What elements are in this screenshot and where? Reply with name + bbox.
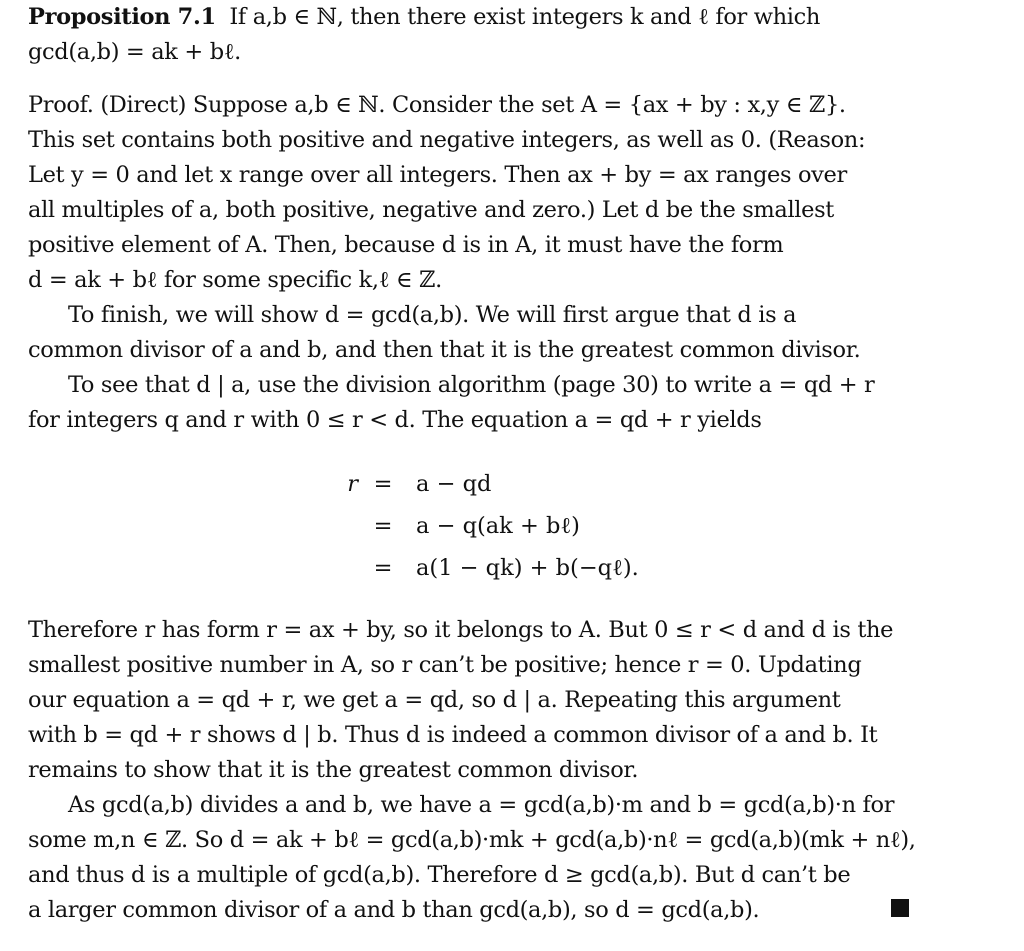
proposition-line-2: gcd(a,b) = ak + bℓ. (28, 39, 241, 65)
proposition-statement-1: If a,b ∈ ℕ, then there exist integers k and ℓ for which (215, 4, 821, 30)
equation-equals-1: = (373, 471, 393, 497)
proof-after-line-1: Therefore r has form r = ax + by, so it belongs to A. But 0 ≤ r < d and d is the (28, 617, 894, 643)
proof-line-6: d = ak + bℓ for some specific k,ℓ ∈ ℤ. (28, 267, 442, 293)
proof-after-line-3: our equation a = qd + r, we get a = qd, so d | a. Repeating this argument (28, 687, 841, 713)
equation-row-1: a − qd (416, 471, 492, 497)
proof-line-2: This set contains both positive and negative integers, as well as 0. (Reason: (28, 127, 866, 153)
equation-row-3: a(1 − qk) + b(−qℓ). (416, 555, 639, 581)
equation-equals-3: = (373, 555, 393, 581)
qed-square-icon (891, 899, 909, 917)
equation-row-2: a − q(ak + bℓ) (416, 513, 580, 539)
proof-after-line-9: a larger common divisor of a and b than gcd(a,b), so d = gcd(a,b). (28, 897, 760, 923)
equation-lhs: r (347, 471, 358, 497)
proof-line-10: for integers q and r with 0 ≤ r < d. The equation a = qd + r yields (28, 407, 762, 433)
proof-line-7: To finish, we will show d = gcd(a,b). We will first argue that d is a (68, 302, 797, 328)
proof-line-9: To see that d | a, use the division algorithm (page 30) to write a = qd + r (68, 372, 875, 398)
proof-line-1: Proof. (Direct) Suppose a,b ∈ ℕ. Consider the set A = {ax + by : x,y ∈ ℤ}. (28, 92, 846, 118)
proposition-label: Proposition 7.1 (28, 4, 216, 30)
proof-after-line-4: with b = qd + r shows d | b. Thus d is indeed a common divisor of a and b. It (28, 722, 878, 748)
proof-after-line-2: smallest positive number in A, so r can’t be positive; hence r = 0. Updating (28, 652, 862, 678)
proof-line-5: positive element of A. Then, because d is in A, it must have the form (28, 232, 784, 258)
proof-after-line-7: some m,n ∈ ℤ. So d = ak + bℓ = gcd(a,b)·mk + gcd(a,b)·nℓ = gcd(a,b)(mk + nℓ), (28, 827, 916, 853)
proof-after-line-8: and thus d is a multiple of gcd(a,b). Therefore d ≥ gcd(a,b). But d can’t be (28, 862, 851, 888)
proof-after-line-5: remains to show that it is the greatest common divisor. (28, 757, 639, 783)
equation-equals-2: = (373, 513, 393, 539)
proof-after-line-6: As gcd(a,b) divides a and b, we have a = gcd(a,b)·m and b = gcd(a,b)·n for (68, 792, 895, 818)
proposition-line-1 (28, 0, 820, 35)
proof-line-4: all multiples of a, both positive, negative and zero.) Let d be the smallest (28, 197, 834, 223)
proof-line-8: common divisor of a and b, and then that it is the greatest common divisor. (28, 337, 861, 363)
proof-line-3: Let y = 0 and let x range over all integers. Then ax + by = ax ranges over (28, 162, 847, 188)
